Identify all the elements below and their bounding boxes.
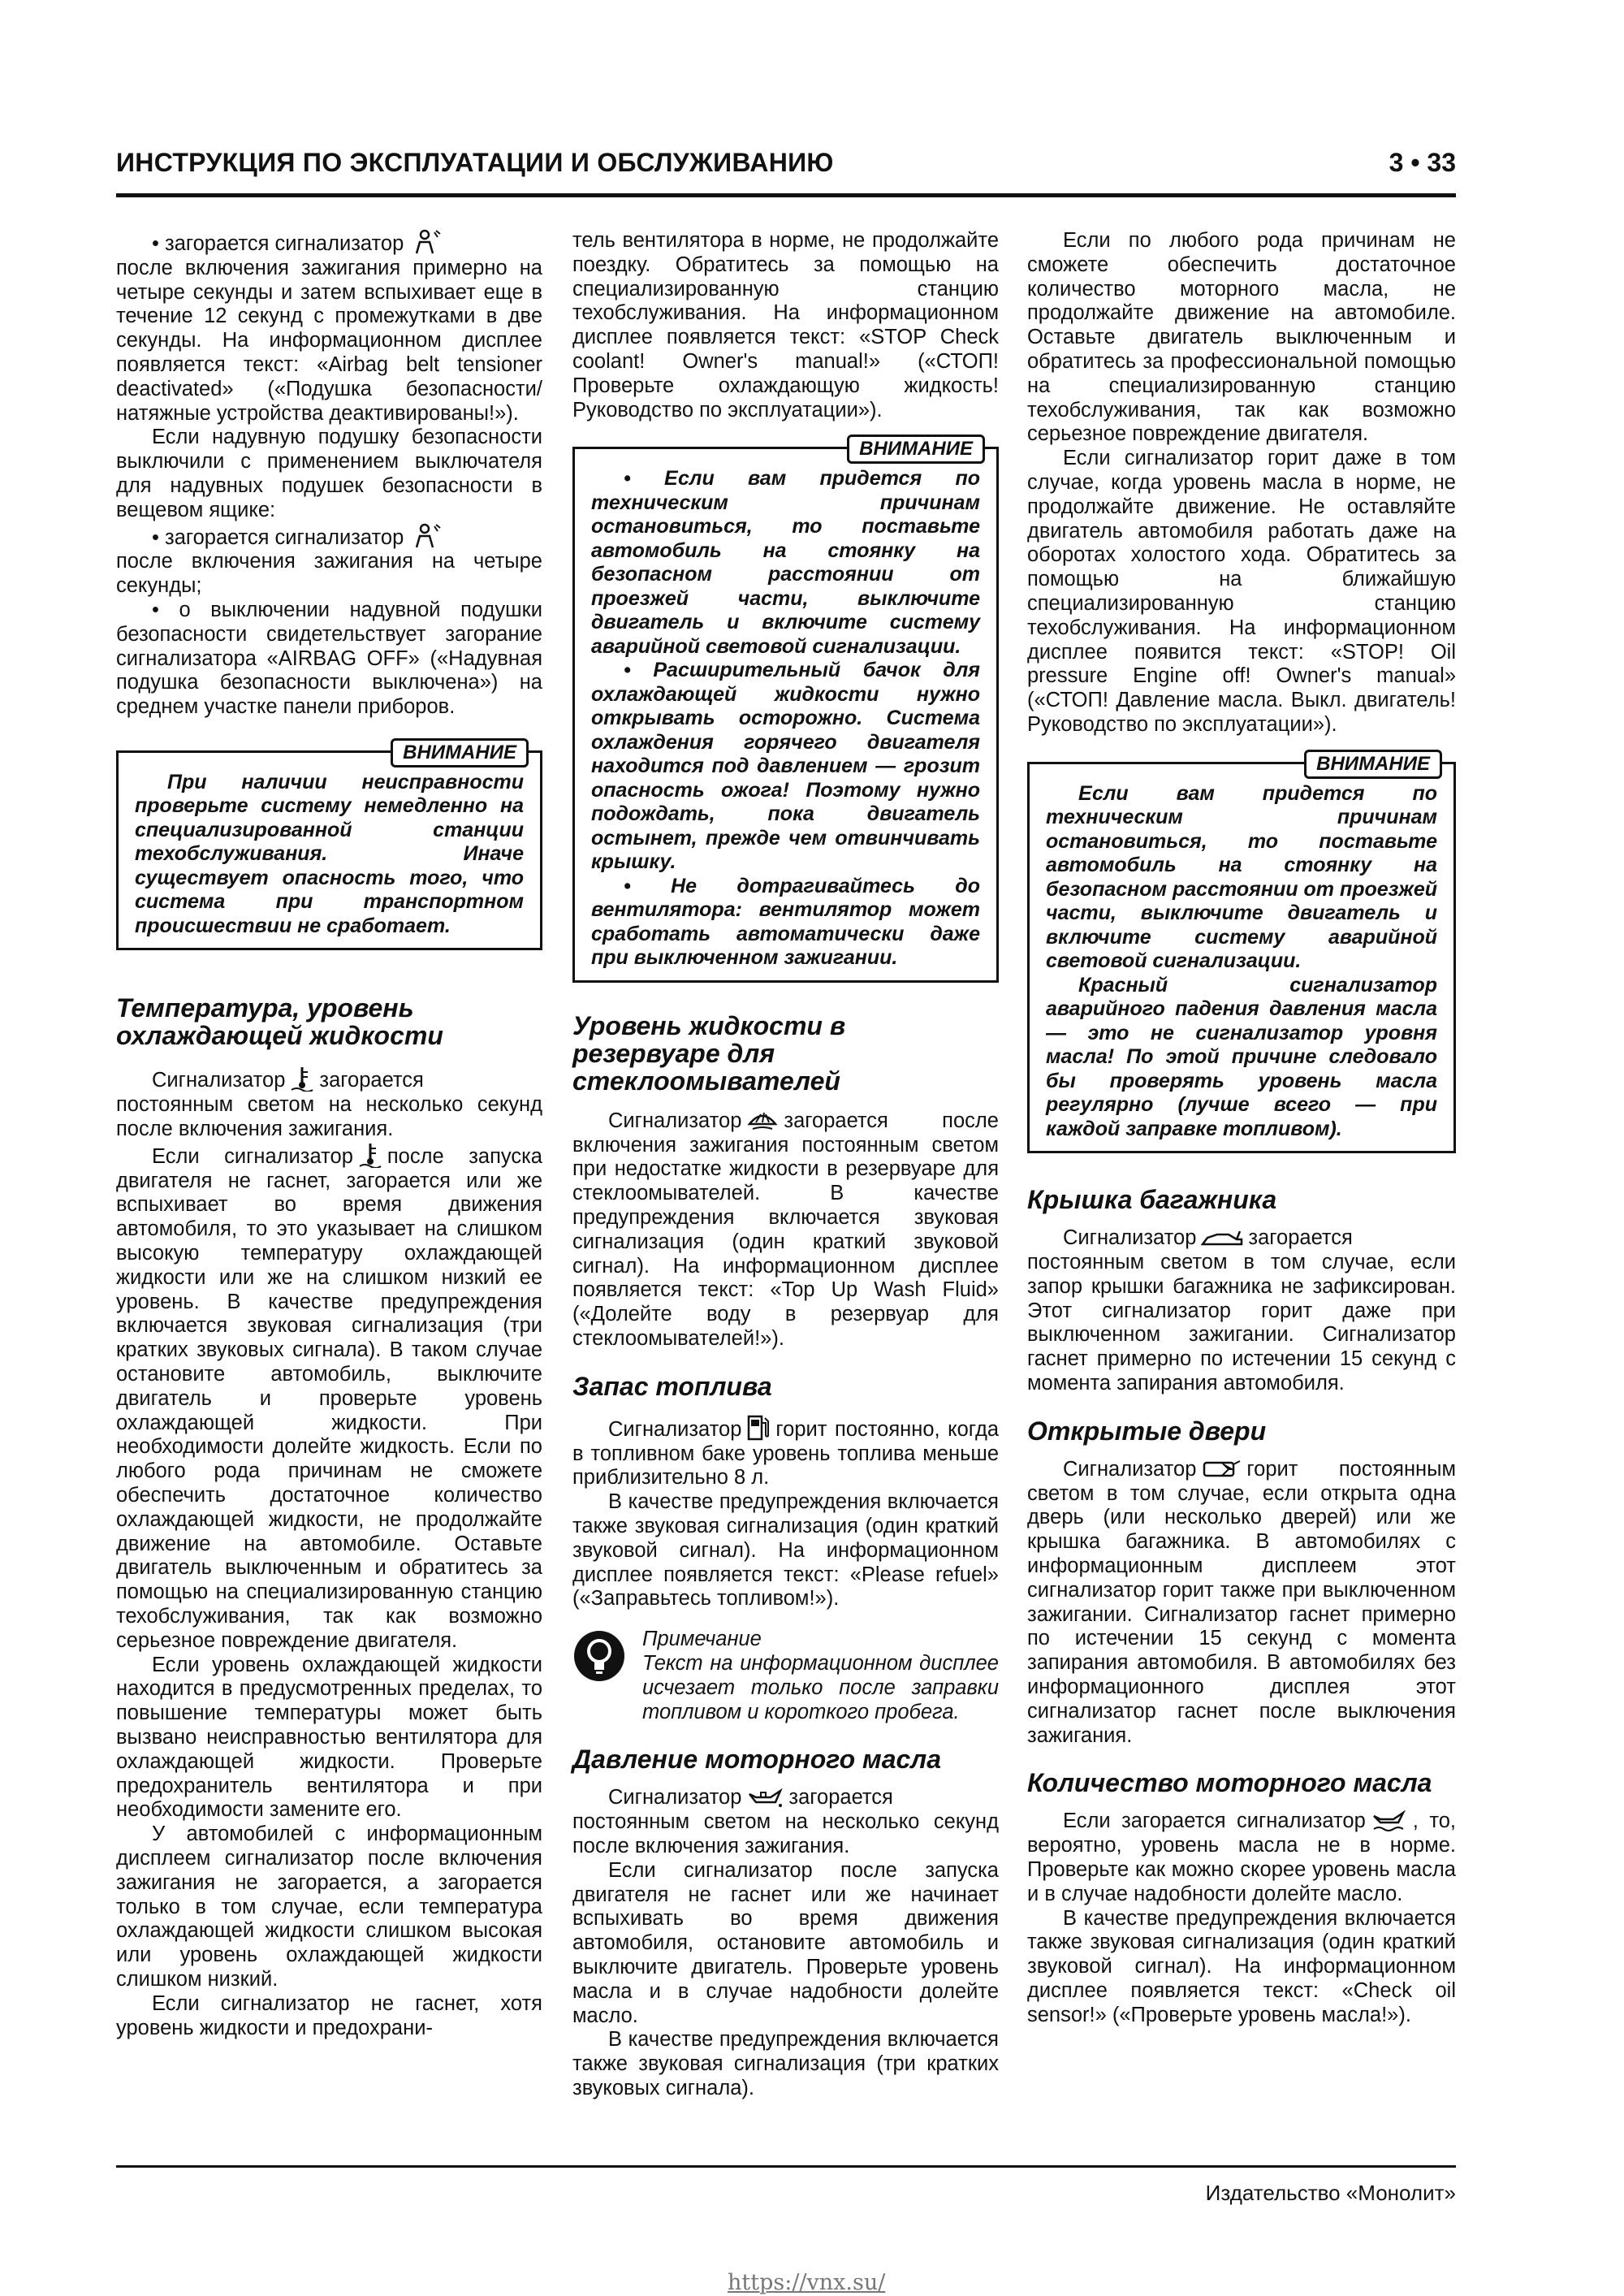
section-heading: Температура, уровень охлаждающей жидкости [116,993,443,1051]
column-2 [572,229,999,2101]
oil-level-icon [1371,1810,1408,1832]
paragraph: У автомобилей с информационным дисплеем сигнализатор после включения зажигания не загорается, а загорается только в том случае, если температура охлаждающей жидкости слишком высокая или уровень охлаждающей жидкости слишком низкий. [116,1823,542,1991]
column-1 [116,229,542,2040]
paragraph: после включения зажигания на четыре секунды; [116,550,542,598]
page-header [116,145,1456,185]
paragraph: Если по любого рода причинам не сможете обеспечить достаточное количество моторного масла, не продолжайте движение на автомобиле. Оставьте двигатель выключенным и обратитесь за профессиональной помощью на специализированную станцию техобслуживания, так как возможно серьезное повреждение двигателя. [1027,229,1456,446]
warning-text: • Не дотрагивайтесь до вентилятора: вентилятор может сработать автоматически даже при выключенном зажигании. [591,874,980,970]
paragraph: Если сигнализатор горит даже в том случае, когда уровень масла в норме, не продолжайте движение. Не оставляйте двигатель автомобиля работать даже на оборотах холостого хода. Обратитесь за помощью на ближайшую специализированную станцию техобслуживания. На информационном дисплее появится текст: «STOP! Oil pressure Engine off! Owner's manual» («СТОП! Давление масла. Выкл. двигатель! Руководство по эксплуатации»). [1027,447,1456,736]
warning-tag: ВНИМАНИЕ [847,435,985,464]
warning-text: • Расширительный бачок для охлаждающей жидкости нужно открывать осторожно. Система охлаждения горячего двигателя находится под давлением — грозит опасность ожога! Поэтому нужно подождать, пока двигатель остынет, прежде чем отвинчивать крышку. [591,659,980,874]
paragraph: • о выключении надувной подушки безопасности свидетельствует загорание сигнализатора «AIRBAG OFF» («Надувная подушка безопасности выключена») на среднем участке панели приборов. [116,598,542,719]
washer-fluid-icon [746,1108,779,1132]
footer-rule [116,2165,1456,2168]
paragraph: Если загорается сигнализатор , то, вероятно, уровень масла не в норме. Проверьте как можно скорее уровень масла и в случае надобности долейте масло. [1027,1810,1456,1905]
paragraph: Если сигнализатор после запуска двигателя не гаснет, загорается или же вспыхивает во время движения автомобиля, то это указывает на слишком высокую температуру охлаждающей жидкости или же на слишком низкий ее уровень. В качестве предупреждения включается звуковая сигнализация (три кратких звуковых сигнала). В таком случае остановите автомобиль, выключите двигатель и проверьте уровень охлаждающей жидкости. При необходимости долейте жидкость. Если по любого рода причинам не сможете обеспечить достаточное количество охлаждающей жидкости, не продолжайте движение на автомобиле. Оставьте двигатель выключенным и обратитесь за помощью на специализированную станцию техобслуживания, так как возможно серьезное повреждение двигателя. [116,1142,542,1654]
section-heading: Уровень жидкости в резервуаре для стеклоомывателей [572,1010,846,1096]
warning-box [116,741,542,951]
paragraph: Сигнализатор горит постоянно, когда в топливном баке уровень топлива меньше приблизительно 8 л. [572,1413,999,1490]
trunk-open-icon [1201,1228,1243,1249]
paragraph: после включения зажигания примерно на четыре секунды и затем вспыхивает еще в течение 12 секунд с промежутками в две секунды. На информационном дисплее появляется текст: «Airbag belt tensioner deactivated» («Подушка безопасности/натяжные устройства деактивированы!»). [116,256,542,425]
door-open-icon [1201,1459,1242,1481]
section-heading: Крышка багажника [1027,1185,1277,1215]
watermark-url[interactable]: https://vnx.su/ [728,2270,886,2295]
warning-box [1027,752,1456,1154]
column-3 [1027,229,1456,2028]
airbag-person-icon [408,229,441,255]
section-heading: Открытые двери [1027,1416,1267,1446]
section-heading: Запас топлива [572,1371,772,1401]
paragraph: В качестве предупреждения включается также звуковая сигнализация (один краткий звуковой сигнал). На информационном дисплее появляется текст: «Please refuel» («Заправьтесь топливом!»). [572,1490,999,1611]
section-heading: Давление моторного масла [572,1745,941,1775]
coolant-temp-icon [290,1066,314,1092]
lightbulb-icon [572,1629,626,1683]
header-rule [116,193,1456,197]
paragraph: Сигнализатор загорается постоянным светом на несколько секунд после включения зажигания. [572,1786,999,1857]
paragraph: В качестве предупреждения включается также звуковая сигнализация (три кратких звуковых сигнала). [572,2028,999,2099]
note-block [572,1628,999,1724]
warning-tag: ВНИМАНИЕ [391,738,529,767]
paragraph: Сигнализатор загорается постоянным светом на несколько секунд после включения зажигания. [116,1066,542,1141]
warning-text: • Если вам придется по техническим причинам остановиться, то поставьте автомобиль на стоянку на безопасном расстоянии от проезжей части, выключите двигатель и включите систему аварийной световой сигнализации. [591,467,980,658]
paragraph: Сигнализатор загорается после включения зажигания постоянным светом при недостатке жидкости в резервуаре для стеклоомывателей. В качестве предупреждения включается звуковая сигнализация (один краткий звуковой сигнал). На информационном дисплее появляется текст: «Top Up Wash Fluid» («Долейте воду в резервуар для стеклоомывателей!»). [572,1109,999,1351]
paragraph: Если сигнализатор не гаснет, хотя уровень жидкости и предохрани- [116,1991,542,2039]
paragraph: Если уровень охлаждающей жидкости находится в предусмотренных пределах, то повышение температуры может быть вызвано неисправностью вентилятора для охлаждающей жидкости. Проверьте предохранитель вентилятора и при необходимости замените его. [116,1653,542,1822]
warning-box [572,438,999,983]
note-text: Текст на информационном дисплее исчезает только после заправки топливом и короткого пробега. [642,1652,999,1723]
fuel-pump-icon [746,1413,771,1441]
warning-text: При наличии неисправности проверьте систему немедленно на специализированной станции техобслуживания. Иначе существует опасность того, что система при транспортном происшествии не сработает. [135,770,524,937]
coolant-temp-icon [358,1142,382,1168]
paragraph: Сигнализатор загорается постоянным светом в том случае, если запор крышки багажника не зафиксирован. Этот сигнализатор горит даже при выключенном зажигании. Сигнализатор гаснет примерно по истечении 15 секунд с момента запирания автомобиля. [1027,1226,1456,1395]
warning-text: Красный сигнализатор аварийного падения давления масла — это не сигнализатор уровня масла! По этой причине следовало бы проверять уровень масла регулярно (лучше всего — при каждой заправке топливом). [1046,973,1437,1140]
warning-tag: ВНИМАНИЕ [1304,750,1442,779]
page-number: 3 • 33 [1389,148,1456,177]
paragraph: Сигнализатор горит постоянным светом в том случае, если открыта одна дверь (или несколько дверей) или же крышка багажника. В автомобилях с информационным дисплеем этот сигнализатор горит также при выключенном зажигании. Сигнализатор гаснет примерно по истечении 15 секунд с момента запирания автомобиля. В автомобилях без информационного дисплея этот сигнализатор гаснет после выключения зажигания. [1027,1457,1456,1747]
paragraph: В качестве предупреждения включается также звуковая сигнализация (один краткий звуковой сигнал). На информационном дисплее появляется текст: «Check oil sensor!» («Проверьте уровень масла!»). [1027,1906,1456,2026]
header-title: ИНСТРУКЦИЯ ПО ЭКСПЛУАТАЦИИ И ОБСЛУЖИВАНИЮ [116,148,834,177]
warning-text: Если вам придется по техническим причинам остановиться, то поставьте автомобиль на стоянку на безопасном расстоянии от проезжей части, выключите двигатель и включите систему аварийной световой сигнализации. [1046,781,1437,973]
paragraph: • загорается сигнализатор [116,523,542,551]
publisher: Издательство «Монолит» [1205,2181,1456,2205]
paragraph: Если надувную подушку безопасности выключили с применением выключателя для надувных подушек безопасности в вещевом ящике: [116,426,542,521]
paragraph: • загорается сигнализатор [116,229,542,257]
oil-can-icon [746,1786,784,1809]
paragraph: тель вентилятора в норме, не продолжайте поездку. Обратитесь за помощью на специализированную станцию техобслуживания. На информационном дисплее появляется текст: «STOP Check coolant! Owner's manual!» («СТОП! Проверьте охлаждающую жидкость! Руководство по эксплуатации»). [572,229,999,422]
paragraph: Если сигнализатор после запуска двигателя не гаснет или же начинает вспыхивать во время движения автомобиля, остановите автомобиль и выключите двигатель. Проверьте уровень масла и в случае надобности долейте масло. [572,1858,999,2027]
section-heading: Количество моторного масла [1027,1768,1432,1798]
airbag-person-icon [408,523,441,549]
note-title: Примечание [642,1628,762,1651]
